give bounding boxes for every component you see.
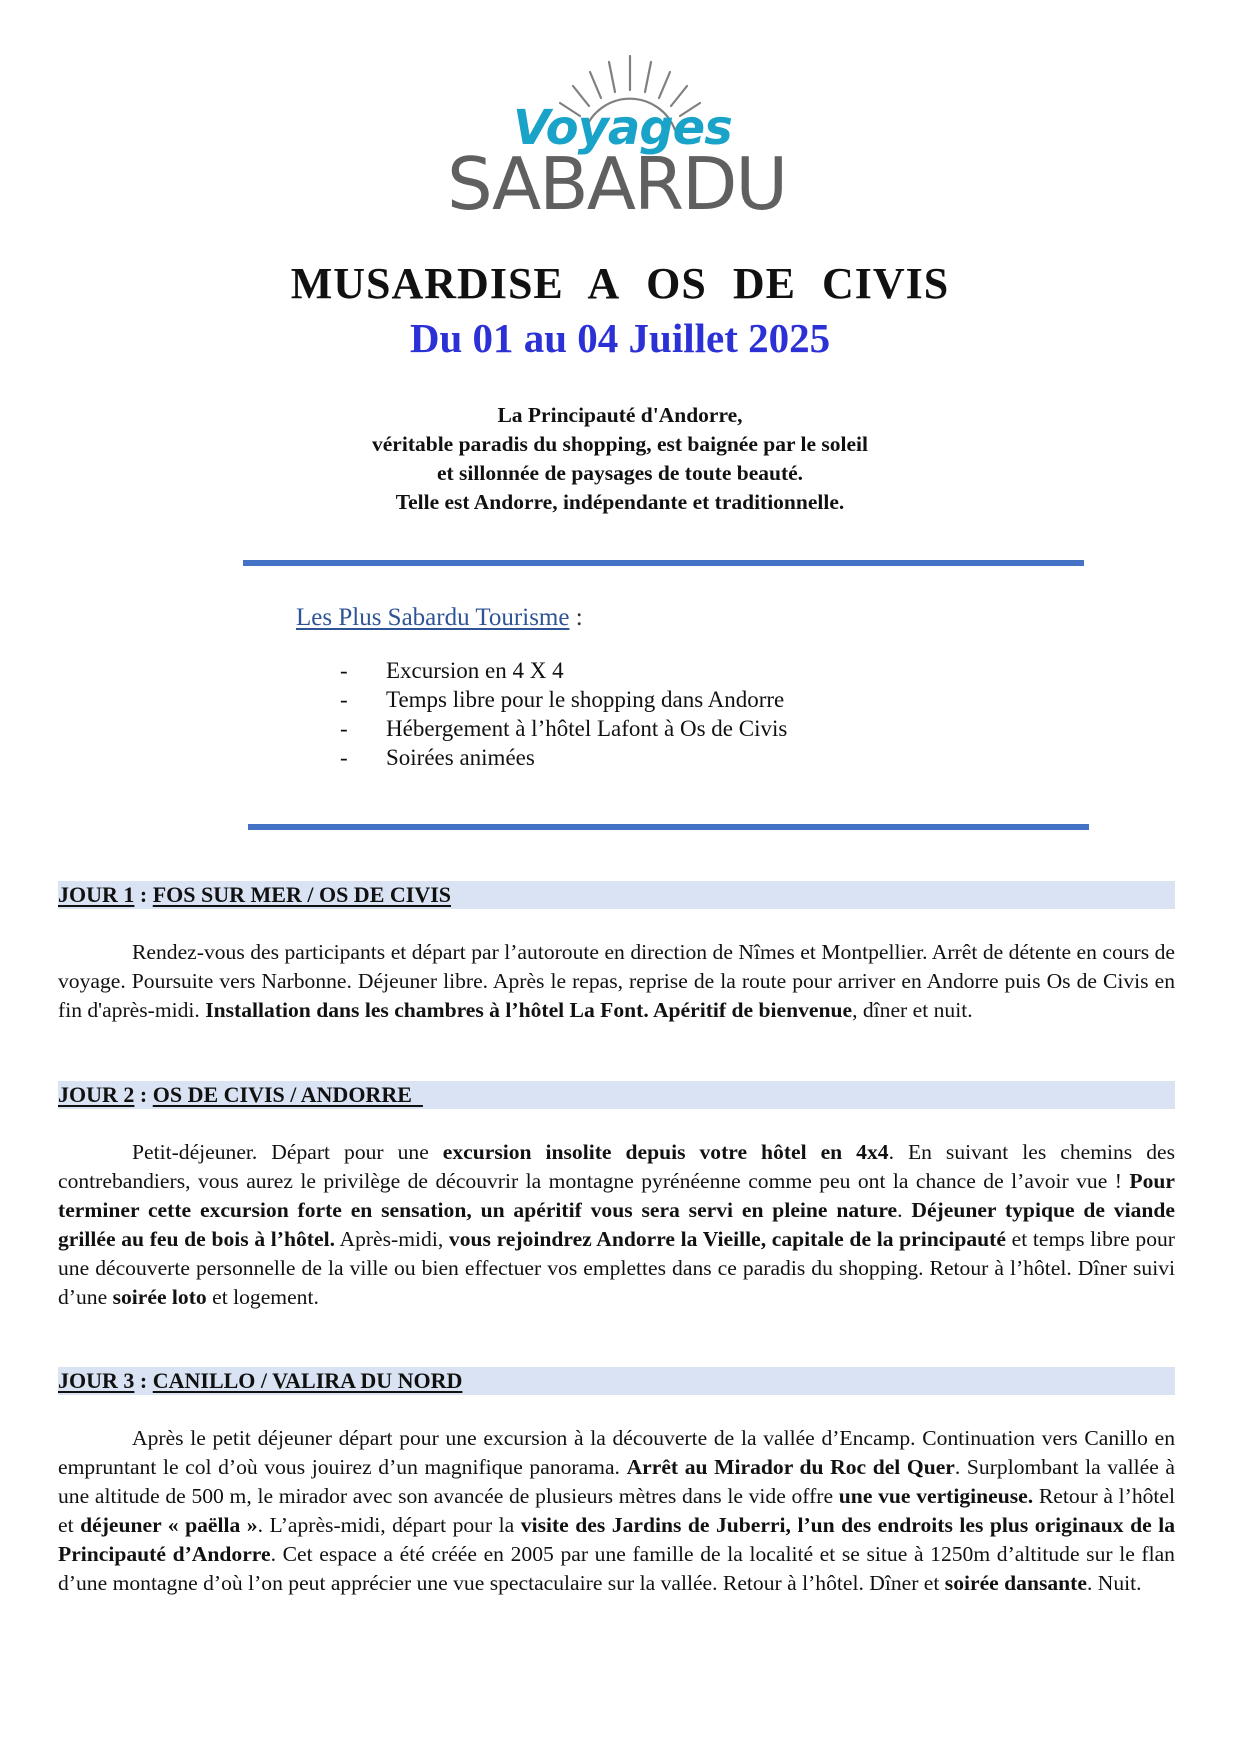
title-word: A — [587, 259, 621, 308]
text-run-bold: vous rejoindrez Andorre la Vieille, capitale de la principauté — [448, 1227, 1006, 1251]
day-2-header — [58, 1081, 1175, 1109]
divider-bottom — [248, 824, 1089, 830]
list-item — [340, 743, 787, 772]
text-run-bold: soirée loto — [112, 1285, 207, 1309]
text-run: Après le petit déjeuner départ pour une excursion à la découverte de la vallée d’Encamp. Continuation vers Canillo en empruntant le col d’où vous jouirez d’un magnifique panorama. — [58, 1426, 1175, 1479]
bullet-dash: - — [340, 716, 348, 741]
text-run: et logement. — [206, 1285, 319, 1309]
text-run: . Nuit. — [1086, 1571, 1142, 1595]
text-run: . Cet espace a été créée en 2005 par une famille de la localité et se situe à 1250m d’altitude sur le flan d’une montagne d’où l’on peut apprécier une vue spectaculaire sur la vallée. Retour à l’hôtel. Dîner et — [58, 1542, 1175, 1595]
day-3-description — [58, 1424, 1175, 1598]
text-run: Après-midi, — [334, 1227, 449, 1251]
bullet-dash: - — [340, 745, 348, 770]
page-title — [0, 258, 1240, 309]
day-separator: : — [134, 882, 153, 907]
bullet-dash: - — [340, 687, 348, 712]
logo-script-word: Voyages — [513, 100, 732, 156]
text-run-bold: une vue vertigineuse. — [838, 1484, 1034, 1508]
list-item — [340, 656, 787, 685]
intro-line: La Principauté d'Andorre, — [497, 403, 743, 427]
text-run-bold: Installation dans les chambres à l’hôtel La Font. Apéritif de bienvenue — [205, 998, 853, 1022]
day-label: JOUR 2 — [58, 1082, 135, 1107]
text-run-bold: Arrêt au Mirador du Roc del Quer — [626, 1455, 955, 1479]
day-separator: : — [134, 1368, 153, 1393]
text-run-bold: déjeuner « paëlla » — [80, 1513, 258, 1537]
list-item — [340, 714, 787, 743]
intro-block — [0, 401, 1240, 517]
text-run-bold: Pour terminer cette excursion forte en sensation, un apéritif vous sera servi en pleine nature — [58, 1169, 1175, 1222]
day-route: OS DE CIVIS / ANDORRE — [152, 1082, 423, 1107]
text-run: Petit-déjeuner. Départ pour une — [132, 1140, 443, 1164]
day-3-header — [58, 1367, 1175, 1395]
day-route: CANILLO / VALIRA DU NORD — [152, 1368, 463, 1393]
title-word: CIVIS — [821, 259, 950, 308]
text-run: . L’après-midi, départ pour la — [257, 1513, 521, 1537]
day-2-description — [58, 1138, 1175, 1312]
text-run: Rendez-vous des participants et départ par l’autoroute en direction de Nîmes et Montpellier. Arrêt de détente en cours de voyage. Poursuite vers Narbonne. Déjeuner libre. Après le repas, reprise de la route pour arriver en Andorre puis Os de Civis en fin d'après-midi. — [58, 940, 1175, 1022]
text-run: . En suivant les chemins des contrebandiers, vous aurez le privilège de découvrir la montagne pyrénéenne comme peu ont la chance de l’avoir vue ! — [58, 1140, 1175, 1193]
day-label: JOUR 1 — [58, 882, 135, 907]
list-item-text: Temps libre pour le shopping dans Andorre — [386, 687, 785, 712]
intro-line: Telle est Andorre, indépendante et traditionnelle. — [395, 490, 845, 514]
title-word: OS — [646, 259, 707, 308]
text-run: , dîner et nuit. — [852, 998, 973, 1022]
text-run-bold: soirée dansante — [944, 1571, 1087, 1595]
title-word: MUSARDISE — [290, 259, 564, 308]
list-item-text: Excursion en 4 X 4 — [386, 658, 564, 683]
text-run-bold: excursion insolite depuis votre hôtel en 4x4 — [442, 1140, 889, 1164]
divider-top — [243, 560, 1084, 566]
day-separator: : — [134, 1082, 153, 1107]
day-label: JOUR 3 — [58, 1368, 135, 1393]
text-run: Retour à l’hôtel et — [58, 1484, 1176, 1537]
text-run-bold: Déjeuner typique de viande grillée au feu de bois à l’hôtel. — [58, 1198, 1176, 1251]
text-run: . Surplombant la vallée à une altitude de 500 m, le mirador avec son avancée de plusieurs mètres dans le vide offre — [58, 1455, 1175, 1508]
list-item-text: Soirées animées — [386, 745, 535, 770]
trip-dates: Du 01 au 04 Juillet 2025 — [409, 315, 831, 361]
list-item — [340, 685, 787, 714]
list-item-text: Hébergement à l’hôtel Lafont à Os de Civis — [386, 716, 788, 741]
text-run-bold: visite des Jardins de Juberri, l’un des endroits les plus originaux de la Principauté d’Andorre — [58, 1513, 1175, 1566]
highlights-title — [296, 604, 583, 632]
logo-brand-word: SABARDU — [447, 142, 787, 226]
text-run: . — [897, 1198, 912, 1222]
day-1-header — [58, 881, 1175, 909]
intro-line: véritable paradis du shopping, est baignée par le soleil — [372, 432, 868, 456]
day-route: FOS SUR MER / OS DE CIVIS — [152, 882, 451, 907]
highlights-title-text: Les Plus Sabardu Tourisme — [296, 604, 570, 631]
text-run: et temps libre pour une découverte personnelle de la ville ou bien effectuer vos emplettes dans ce paradis du shopping. Retour à l’hôtel. Dîner suivi d’une — [58, 1227, 1175, 1309]
bullet-dash: - — [340, 658, 348, 683]
highlights-list — [340, 656, 787, 772]
intro-line: et sillonnée de paysages de toute beauté. — [436, 461, 804, 485]
title-word: DE — [732, 259, 796, 308]
day-1-description — [58, 938, 1175, 1025]
highlights-title-colon: : — [569, 604, 583, 631]
